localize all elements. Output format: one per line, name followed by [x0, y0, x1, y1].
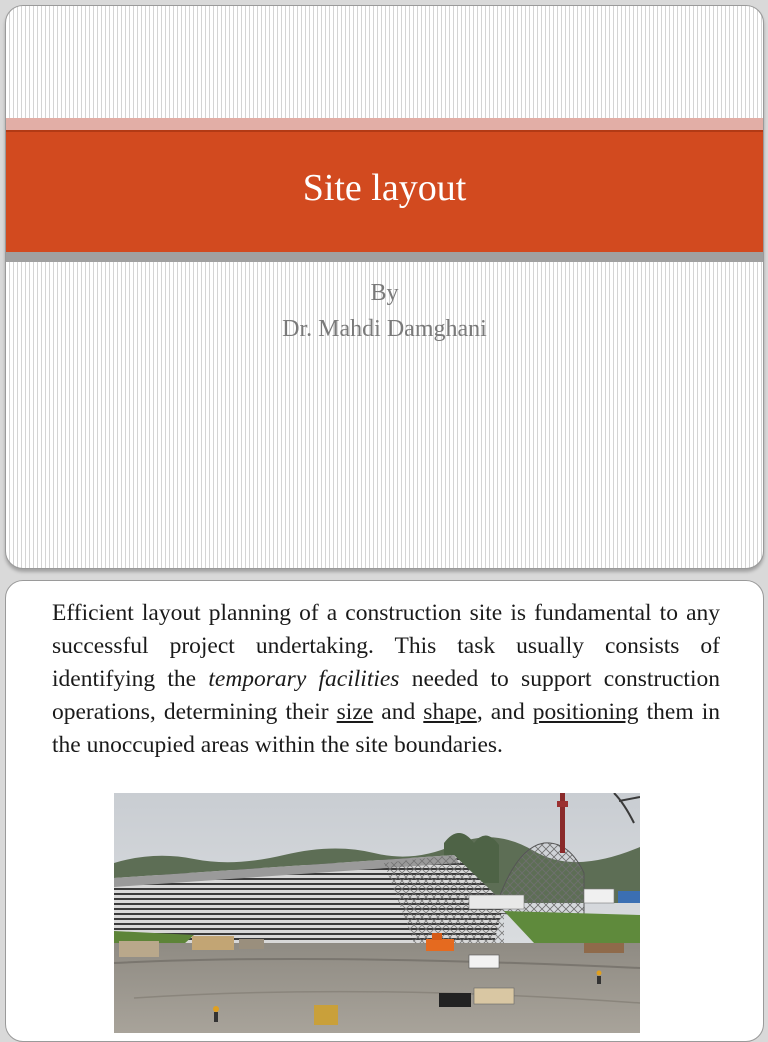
- text-part-1: Efficient layout planning of a construction site is fundamental to any successful project undertaking. This task usually consists of identifying the: [52, 600, 720, 692]
- content-slide: [5, 580, 764, 1042]
- construction-site-photo: [114, 793, 640, 1033]
- accent-stripe-bottom: [6, 252, 763, 262]
- text-part-2: needed to support construction operations, determining their: [52, 666, 720, 725]
- text-part-4: , and: [476, 699, 533, 725]
- underline-shape: shape: [423, 699, 477, 725]
- text-part-3: and: [373, 699, 424, 725]
- underline-size: size: [336, 699, 374, 725]
- slide-title: Site layout: [302, 167, 467, 209]
- text-part-5: them in the unoccupied areas within the site boundaries.: [52, 699, 720, 758]
- title-slide: [5, 5, 764, 569]
- subtitle-by: By: [370, 280, 399, 306]
- subtitle-author: Dr. Mahdi Damghani: [282, 316, 487, 342]
- body-paragraph: [52, 597, 720, 762]
- emphasis-temporary-facilities: temporary facilities: [208, 666, 400, 692]
- underline-positioning: positioning: [532, 699, 639, 725]
- accent-stripe-top: [6, 118, 763, 130]
- construction-site-image: [114, 793, 640, 1033]
